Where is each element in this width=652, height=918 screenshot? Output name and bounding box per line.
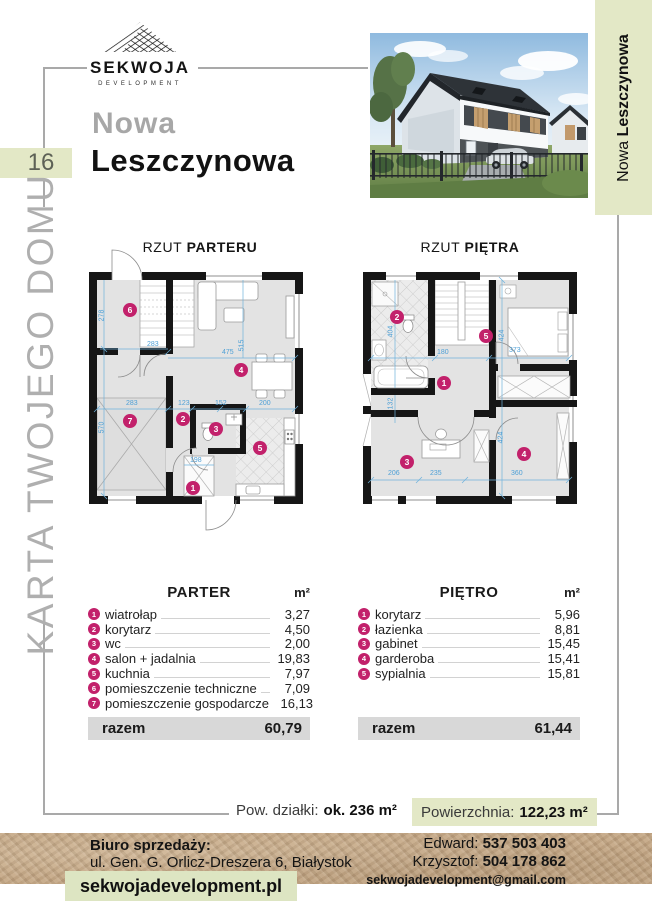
row-marker: 3	[88, 638, 100, 650]
plot-area-summary	[236, 802, 397, 819]
row-marker: 2	[88, 623, 100, 635]
row-value: 7,97	[284, 665, 310, 681]
room-marker: 4	[517, 447, 531, 461]
dim-label: 123	[178, 400, 190, 407]
house-render-photo	[370, 33, 588, 198]
brand-logo	[88, 22, 192, 87]
website-badge	[65, 871, 297, 901]
row-value: 16,13	[280, 695, 314, 711]
row-label: gabinet	[375, 636, 418, 652]
dim-label: 198	[190, 457, 202, 464]
plot-area-label: Pow. działki:	[236, 802, 319, 819]
table-row	[358, 607, 580, 622]
row-value: 2,00	[284, 636, 310, 652]
room-marker: 6	[123, 303, 137, 317]
row-value: 5,96	[554, 606, 580, 622]
table-pietro	[358, 584, 580, 681]
table-pietro-header	[358, 584, 580, 604]
table-parter-header	[88, 584, 310, 604]
row-value: 7,09	[284, 680, 310, 696]
row-value: 4,50	[284, 621, 310, 637]
plan-title-pietro: RZUT PIĘTRA	[420, 239, 520, 255]
row-leader	[200, 662, 270, 663]
frame-line-bottom-left	[43, 813, 229, 815]
row-label: korytarz	[375, 606, 422, 622]
row-label: korytarz	[105, 621, 152, 637]
total-label: razem	[102, 720, 146, 737]
row-leader	[154, 677, 270, 678]
row-value: 15,45	[547, 636, 580, 652]
total-value: 61,44	[534, 720, 572, 737]
frame-line-right	[617, 210, 619, 815]
dim-label: 360	[511, 470, 523, 477]
table-header-unit: m²	[564, 585, 580, 600]
dim-label: 515	[238, 339, 246, 352]
room-marker: 4	[234, 363, 248, 377]
roof-hatch-icon	[104, 22, 176, 52]
project-title-bold: Leszczynowa	[91, 143, 295, 178]
row-marker: 7	[88, 697, 100, 709]
website-url: sekwojadevelopment.pl	[80, 875, 283, 896]
table-row	[88, 622, 310, 637]
table-header-title: PARTER	[167, 584, 231, 601]
dim-label: 180	[437, 349, 449, 356]
side-caption: KARTA TWOJEGO DOMU	[20, 172, 61, 656]
dim-label: 200	[259, 400, 271, 407]
row-leader	[261, 692, 270, 693]
row-label: garderoba	[375, 651, 435, 667]
total-area-summary	[412, 798, 597, 826]
brand-subtitle: DEVELOPMENT	[98, 81, 182, 87]
contact-row: Edward: 537 503 403	[423, 835, 566, 852]
room-marker: 1	[186, 481, 200, 495]
contact-info	[366, 835, 566, 890]
dim-label: 424	[497, 431, 505, 444]
row-value: 8,81	[554, 621, 580, 637]
room-marker: 2	[390, 310, 404, 324]
office-address: ul. Gen. G. Orlicz-Dreszera 6, Białystok	[90, 854, 352, 871]
dim-label: 475	[222, 349, 234, 356]
office-label: Biuro sprzedaży:	[90, 837, 211, 854]
dim-label: 404	[387, 325, 395, 338]
row-marker: 6	[88, 682, 100, 694]
row-marker: 4	[358, 653, 370, 665]
row-leader	[155, 633, 270, 634]
table-row	[358, 637, 580, 652]
frame-line-top-left	[43, 67, 87, 69]
table-row	[88, 607, 310, 622]
table-row	[88, 651, 310, 666]
dim-label: 206	[388, 470, 400, 477]
contact-row: Krzysztof: 504 178 862	[412, 852, 566, 870]
row-label: wc	[105, 636, 121, 652]
dim-label: 235	[430, 470, 442, 477]
total-area-value: 122,23 m²	[519, 803, 588, 821]
brand-name: SEKWOJA	[90, 58, 190, 77]
total-area-label: Powierzchnia:	[421, 803, 515, 821]
floor-plan-parter	[88, 268, 304, 508]
dim-label: 373	[509, 347, 521, 354]
row-leader	[438, 662, 540, 663]
room-marker: 5	[253, 441, 267, 455]
table-row	[358, 651, 580, 666]
row-marker: 5	[88, 668, 100, 680]
sales-office-info	[90, 837, 352, 871]
room-marker: 3	[209, 422, 223, 436]
table-header-unit: m²	[294, 585, 310, 600]
room-marker: 7	[123, 414, 137, 428]
street-tab-label: Nowa Leszczynowa	[614, 33, 632, 182]
total-label: razem	[372, 720, 416, 737]
project-title-light: Nowa	[92, 107, 177, 140]
row-value: 15,41	[547, 651, 580, 667]
plot-area-value: ok. 236 m²	[323, 802, 397, 819]
dim-label: 278	[98, 309, 106, 322]
table-parter	[88, 584, 314, 711]
row-leader	[161, 618, 270, 619]
room-marker: 5	[479, 329, 493, 343]
row-marker: 5	[358, 668, 370, 680]
row-marker: 1	[88, 608, 100, 620]
row-leader	[430, 677, 540, 678]
table-row	[88, 695, 314, 711]
row-label: wiatrołap	[105, 606, 158, 622]
frame-line-top-right	[198, 67, 368, 69]
row-marker: 3	[358, 638, 370, 650]
room-marker: 1	[437, 376, 451, 390]
dim-label: 283	[126, 400, 138, 407]
row-leader	[425, 618, 540, 619]
table-parter-total	[88, 717, 310, 740]
dim-label: 132	[387, 397, 395, 410]
room-marker: 2	[176, 412, 190, 426]
row-label: salon + jadalnia	[105, 651, 196, 667]
row-marker: 1	[358, 608, 370, 620]
table-row	[88, 681, 310, 696]
row-leader	[125, 647, 270, 648]
dim-label: 424	[498, 329, 506, 342]
row-leader	[422, 647, 540, 648]
row-value: 15,81	[547, 665, 580, 681]
contact-email: sekwojadevelopment@gmail.com	[366, 873, 566, 887]
row-label: łazienka	[375, 621, 423, 637]
row-marker: 2	[358, 623, 370, 635]
table-row	[358, 622, 580, 637]
total-value: 60,79	[264, 720, 302, 737]
row-leader	[427, 633, 540, 634]
table-header-title: PIĘTRO	[439, 584, 499, 601]
row-label: pomieszczenie gospodarcze	[105, 695, 270, 711]
row-label: pomieszczenie techniczne	[105, 680, 257, 696]
row-value: 3,27	[284, 606, 310, 622]
street-tab	[595, 0, 652, 215]
unit-number: 16	[27, 149, 55, 176]
room-marker: 3	[400, 455, 414, 469]
dim-label: 152	[215, 400, 227, 407]
table-row	[88, 666, 310, 681]
table-row	[358, 666, 580, 681]
table-row	[88, 637, 310, 652]
dim-label: 283	[147, 341, 159, 348]
table-pietro-total	[358, 717, 580, 740]
row-label: sypialnia	[375, 665, 426, 681]
row-value: 19,83	[277, 651, 310, 667]
plan-title-parter: RZUT PARTERU	[142, 239, 258, 255]
dim-label: 570	[98, 421, 106, 434]
row-marker: 4	[88, 653, 100, 665]
row-label: kuchnia	[105, 665, 150, 681]
